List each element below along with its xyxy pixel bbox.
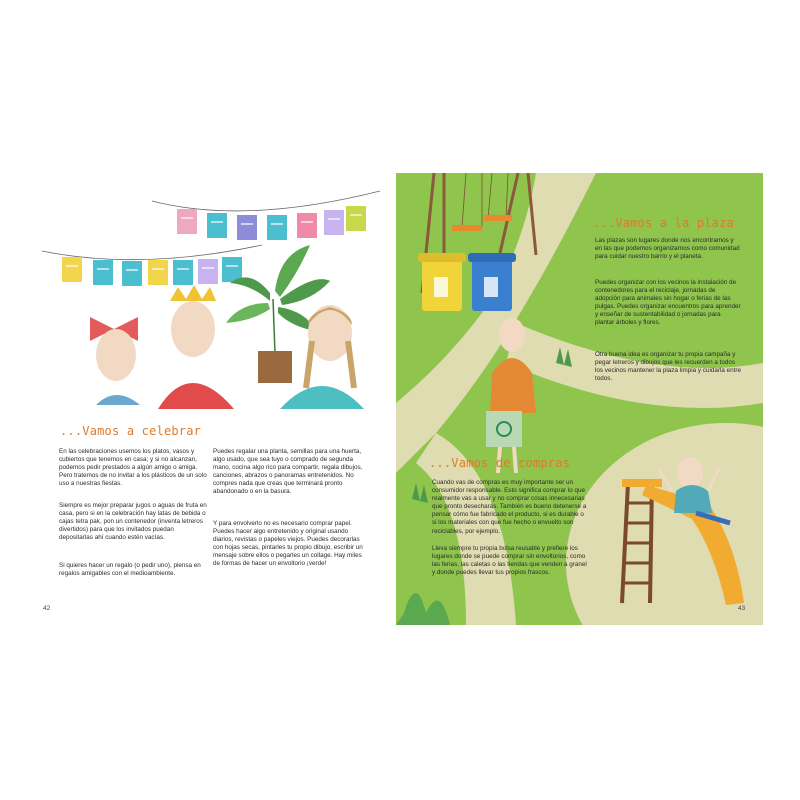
paragraph: Cuando vas de compras es muy importante ser un consumidor responsable. Esto significa comprar lo que realmente vas a usar y no comprar cosas innecesarias que pronto desecharás. También es bueno detenerse a pensar cómo fue fabricado el producto, si es durable o si los materiales con que fue hecho o envuelto son reciclables, por ejemplo. [432,479,587,535]
paragraph: Lleva siempre tu propia bolsa reusable y prefiere los lugares donde se puede comprar sin envoltorios, como las ferias, las caletas o las tiendas que venden a granel y donde puedes llevar tus propios frascos. [432,545,587,577]
recycle-bag-icon [486,411,522,447]
recycling-bins-icon [418,253,516,311]
bunting-flags-icon [62,206,366,286]
paragraph: Siempre es mejor preparar jugos o aguas de fruta en casa, pero si en la celebración hay latas de bebida o cajas tetra pak, pon un contenedor (inventa letreros divertidos) para que los invitados puedan depositarlas ahí cuando estén vacías. [59,502,207,542]
paragraph: Puedes organizar con los vecinos la instalación de contenedores para el reciclaje, jornadas de adopción para animales sin hogar o ferias de las pulgas. Puedes organizar encuentros para aprender y enseñar de sustentabilidad o jornadas para plantar árboles y flores. [595,279,741,327]
heading-plaza: ...Vamos a la plaza [593,216,735,230]
celebration-illustration [30,173,386,413]
paragraph: Puedes regalar una planta, semillas para una huerta, algo usado, que sea tuyo o comprado de segunda mano, cocina algo rico para compartir, regala dibujos, canciones, abrazos o panoramas entretenidos. No compres nada que creas que terminará pronto abandonado o en la basura. [213,448,363,496]
paragraph: Si quieres hacer un regalo (o pedir uno), piensa en regalos amigables con el medioambiente. [59,562,201,578]
paragraph: En las celebraciones usemos los platos, vasos y cubiertos que tenemos en casa; y si no alcanzan, podemos pedir prestados a algún amigo o amiga. Pero tratemos de no invitar a los plásticos de un solo uso a nuestras fiestas. [59,448,207,488]
heading-compras: ...Vamos de compras [429,456,571,470]
left-page [30,173,386,625]
page-number: 42 [43,605,51,612]
paragraph: Otra buena idea es organizar tu propia campaña y pegar letreros y dibujos que les recuerden a todos los vecinos mantener la plaza limpia y cuidarla entre todos. [595,351,741,383]
paragraph: Y para envolverlo no es necesario comprar papel. Puedes hacer algo entretenido y original usando diarios, revistas o papeles viejos. Puedes decorarlas con hojas secas, pintarles tu propio dibujo, escribir un mensaje sobre ellos o pegarles un collage. Hay miles de formas de hacer un envoltorio ¡verde! [213,520,363,568]
page-number: 43 [738,605,746,612]
right-page [396,173,763,625]
paragraph: Las plazas son lugares donde nos encontramos y en las que podemos organizarnos como comunidad para cuidar nuestro barrio y el planeta. [595,237,740,261]
heading-celebrar: ...Vamos a celebrar [60,424,202,438]
